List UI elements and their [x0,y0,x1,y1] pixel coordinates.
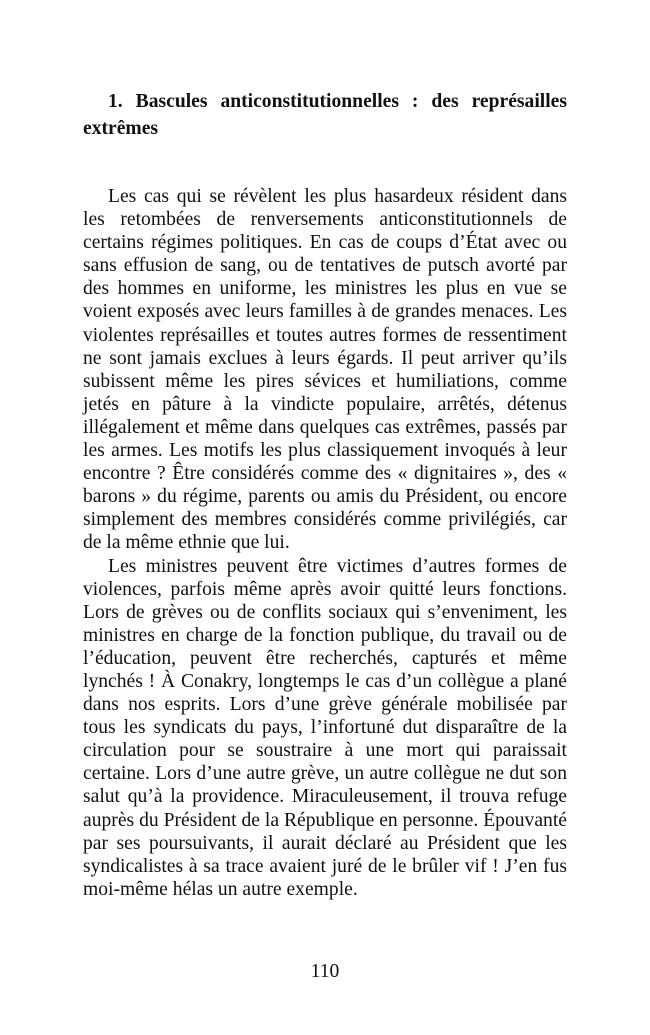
page-content [83,88,567,901]
paragraph-2: Les ministres peuvent être victimes d’autres formes de violences, parfois même après avoir quitté leurs fonctions. Lors de grèves ou de conflits sociaux qui s’enveniment, les ministres en charge de la fonction publique, du travail ou de l’éducation, peuvent être recherchés, capturés et même lynchés ! À Conakry, longtemps le cas d’un collègue a plané dans nos esprits. Lors d’une grève générale mobilisée par tous les syndicats du pays, l’infortuné dut disparaître de la circulation pour se soustraire à une mort qui paraissait certaine. Lors d’une autre grève, un autre collègue ne dut son salut qu’à la providence. Miraculeusement, il trouva refuge auprès du Président de la République en personne. Épouvanté par ses poursuivants, il aurait déclaré au Président que les syndicalistes à sa trace avaient juré de le brûler vif ! J’en fus moi-même hélas un autre exemple. [83,555,567,900]
section-heading: 1. Bascules anticonstitutionnelles : des représailles extrêmes [83,91,567,139]
paragraph-1: Les cas qui se révèlent les plus hasardeux résident dans les retombées de renversements anticonstitutionnels de certains régimes politiques. En cas de coups d’État avec ou sans effusion de sang, ou de tentatives de putsch avorté par des hommes en uniforme, les ministres les plus en vue se voient exposés avec leurs familles à de grandes menaces. Les violentes représailles et toutes autres formes de ressentiment ne sont jamais exclues à leurs égards. Il peut arriver qu’ils subissent même les pires sévices et humiliations, comme jetés en pâture à la vindicte populaire, arrêtés, détenus illégalement et même dans quelques cas extrêmes, passés par les armes. Les motifs les plus classiquement invoqués à leur encontre ? Être considérés comme des « dignitaires », des « barons » du régime, parents ou amis du Président, ou encore simplement des membres considérés comme privilégiés, car de la même ethnie que lui. [83,186,567,554]
page-number: 110 [310,961,340,982]
body-text [83,185,567,901]
